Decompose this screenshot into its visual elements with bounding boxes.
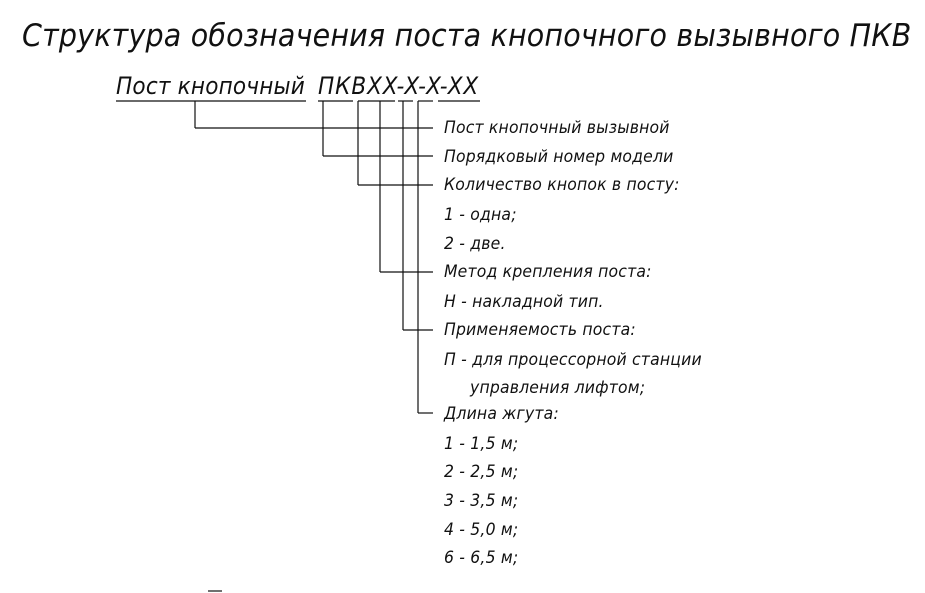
item-harness-length: Длина жгута: [444, 404, 559, 424]
item-buttons-two: 2 - две. [444, 234, 506, 254]
item-harness-6: 6 - 6,5 м; [444, 548, 519, 568]
item-harness-4: 4 - 5,0 м; [444, 520, 519, 540]
diagram-title: Структура обозначения поста кнопочного вызывного ПКВ [22, 18, 912, 54]
item-harness-1: 1 - 1,5 м; [444, 434, 519, 454]
item-model-number: Порядковый номер модели [444, 147, 674, 167]
designation-code: ПКВXX-X-X-XX [318, 72, 480, 100]
item-buttons-count: Количество кнопок в посту: [444, 175, 680, 195]
item-mount-method: Метод крепления поста: [444, 262, 652, 282]
item-usage: Применяемость поста: [444, 320, 636, 340]
designation-name: Пост кнопочный [116, 72, 305, 100]
item-harness-3: 3 - 3,5 м; [444, 491, 519, 511]
item-post-type: Пост кнопочный вызывной [444, 118, 670, 138]
item-mount-overlay: Н - накладной тип. [444, 292, 604, 312]
item-buttons-one: 1 - одна; [444, 205, 517, 225]
item-usage-processor: П - для процессорной станции [444, 350, 702, 370]
item-usage-lift-control: управления лифтом; [470, 378, 646, 398]
item-harness-2: 2 - 2,5 м; [444, 462, 519, 482]
